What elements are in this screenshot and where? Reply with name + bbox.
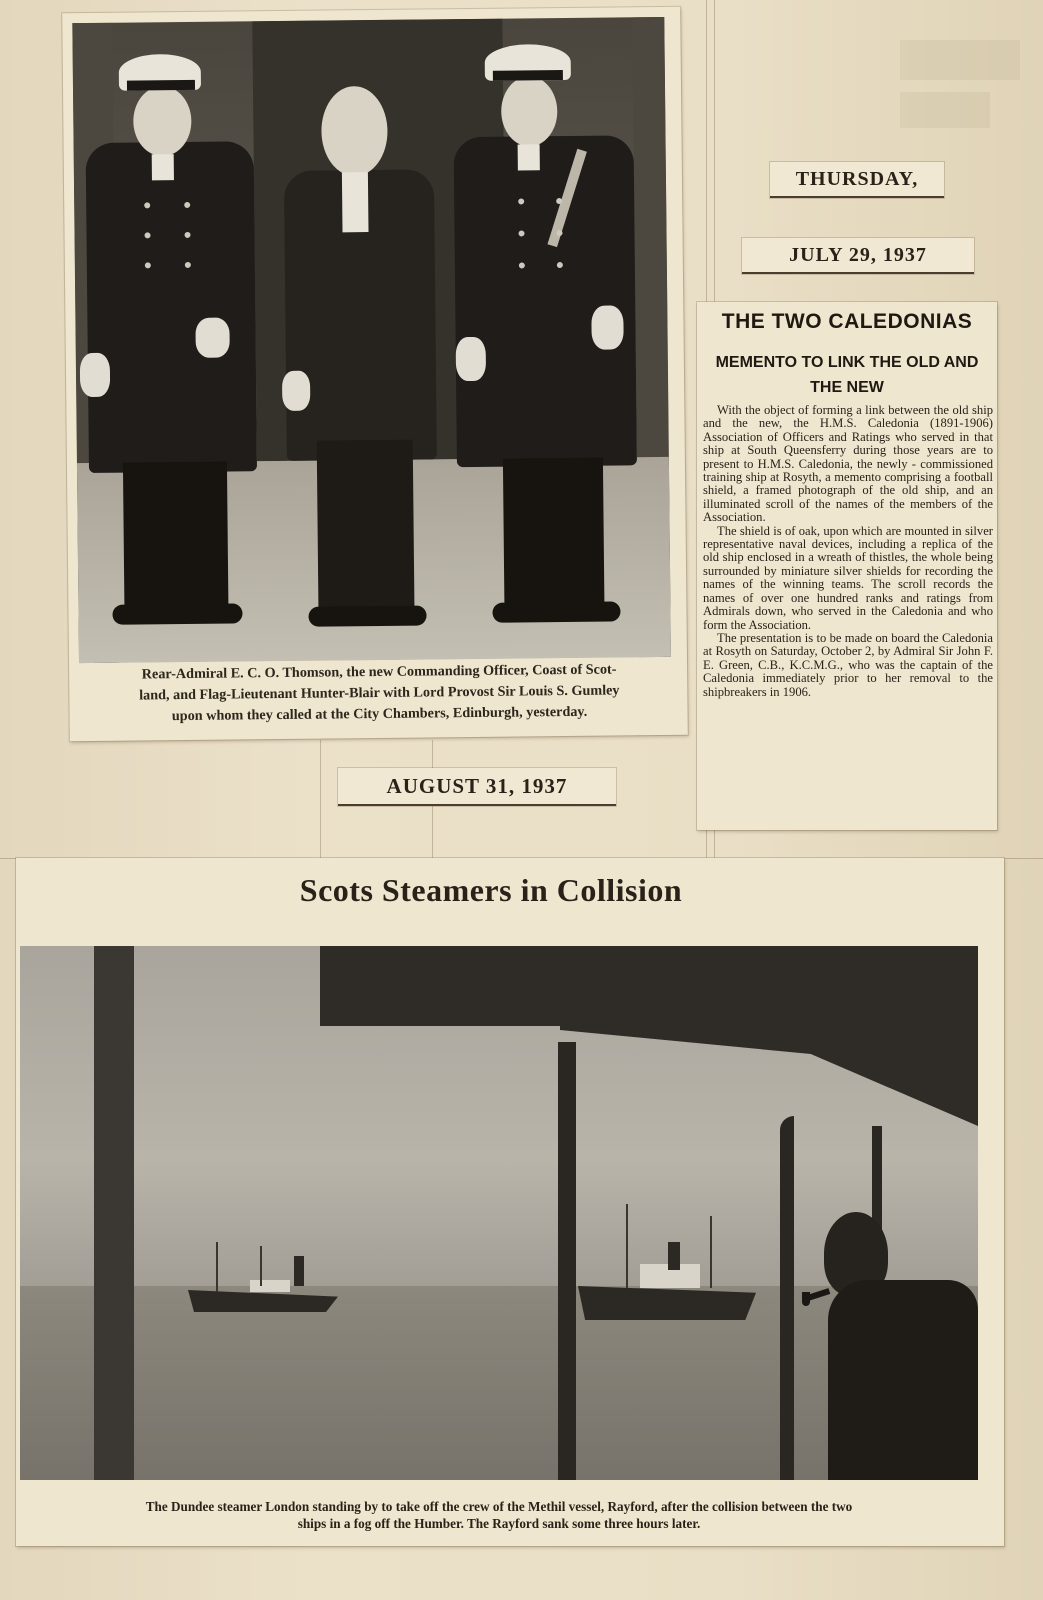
date-slip-august: AUGUST 31, 1937: [338, 768, 616, 806]
middle-man-legs: [317, 440, 415, 611]
caption-line: ships in a fog off the Humber. The Rayford sank some three hours later.: [297, 1516, 701, 1531]
coat-button: [185, 262, 191, 268]
coat-button: [519, 262, 525, 268]
left-officer-legs: [123, 462, 229, 613]
left-officer-glove: [195, 318, 229, 358]
caption-line: upon whom they called at the City Chambers, Edinburgh, yesterday.: [171, 703, 588, 725]
right-officer-face: [501, 76, 558, 147]
bleed-through-mark: [900, 40, 1020, 80]
date-slip-thursday: THURSDAY,: [770, 162, 944, 198]
coat-button: [184, 202, 190, 208]
ship-rayford-mast: [260, 1246, 262, 1286]
pipe-bowl: [802, 1292, 810, 1306]
middle-man-hand: [282, 371, 310, 411]
right-officer-cap-band: [493, 70, 563, 81]
middle-man-shirt: [342, 172, 369, 232]
caption-line: land, and Flag-Lieutenant Hunter-Blair with Lord Provost Sir Louis S. Gumley: [139, 682, 620, 704]
left-officer-cap-band: [127, 80, 195, 91]
ship-london-funnel: [668, 1242, 680, 1270]
deck-rail-right: [780, 1116, 794, 1480]
right-officer-hand: [456, 337, 486, 381]
caledonias-article: [697, 302, 997, 830]
left-officer-coat: [86, 141, 257, 473]
ruling-line: [320, 740, 321, 860]
coat-button: [557, 262, 563, 268]
officers-photograph: [72, 17, 671, 663]
right-officer-legs: [503, 458, 605, 609]
coat-button: [145, 232, 151, 238]
right-officer-collar: [518, 144, 540, 170]
left-officer-shoes: [112, 603, 242, 624]
left-officer-collar: [152, 154, 174, 180]
coat-button: [144, 202, 150, 208]
ship-london-mast: [710, 1216, 712, 1288]
middle-man-face: [321, 86, 388, 177]
ship-rayford-deckhouse: [250, 1280, 290, 1292]
article-paragraph: The presentation is to be made on board the Caledonia at Rosyth on Saturday, October 2, by Admiral Sir John F. E. Green, C.B., K.C.M.G., who was the captain of the Caledonia immediately prior to her removal to the shipbreakers in 1906.: [703, 630, 993, 699]
deck-post-mid: [558, 1042, 576, 1480]
ship-rayford-mast: [216, 1242, 218, 1292]
coat-button: [556, 198, 562, 204]
coat-button: [519, 230, 525, 236]
caption-line: The Dundee steamer London standing by to take off the crew of the Methil vessel, Rayford, after the collision between the two: [145, 1499, 853, 1514]
ship-london-mast: [626, 1204, 628, 1288]
article-body: [703, 404, 993, 699]
right-officer-glove: [591, 305, 623, 349]
date-slip-july: JULY 29, 1937: [742, 238, 974, 274]
coat-button: [518, 198, 524, 204]
middle-man-shoes: [308, 605, 426, 626]
ship-rayford-funnel: [294, 1256, 304, 1286]
article-subhead: MEMENTO TO LINK THE OLD AND THE NEW: [715, 354, 979, 396]
bleed-through-mark: [900, 92, 990, 128]
article-paragraph: The shield is of oak, upon which are mounted in silver representative naval devices, including a replica of the old ship enclosed in a wreath of thistles, the whole being surrounded by miniature silver shields for recording the names of the winning teams. The scroll records the names of over one hundred ranks and ratings from Admirals down, who served in the Caledonia and who form the Association.: [703, 523, 993, 632]
left-officer-face: [133, 86, 192, 157]
coat-button: [185, 232, 191, 238]
collision-headline: Scots Steamers in Collision: [299, 872, 683, 908]
right-officer-shoes: [492, 601, 620, 622]
deck-post-left: [94, 946, 134, 1480]
collision-photograph: [20, 946, 978, 1480]
collision-caption: [24, 1498, 974, 1532]
caption-line: Rear-Admiral E. C. O. Thomson, the new Commanding Officer, Coast of Scot-: [141, 661, 617, 683]
left-officer-hand: [80, 353, 110, 397]
article-paragraph: With the object of forming a link between the old ship and the new, the H.M.S. Caledonia (1891-1906) Association of Officers and Ratings who served in that ship at South Queensferry during those years are to present to H.M.S. Caledonia, the newly - commissioned training ship at Rosyth, a memento comprising a football shield, a framed photograph of the old ship, and an illuminated scroll of the names of the members of the Association.: [703, 403, 993, 525]
right-officer-coat: [454, 135, 637, 467]
officers-photo-caption: [89, 659, 670, 728]
deck-roof-slope: [560, 1006, 978, 1126]
coat-button: [557, 230, 563, 236]
officers-photo-clipping: [62, 7, 688, 741]
collision-clipping: [16, 858, 1004, 1546]
man-body: [828, 1280, 978, 1480]
article-headline: THE TWO CALEDONIAS: [721, 310, 973, 333]
coat-button: [145, 262, 151, 268]
